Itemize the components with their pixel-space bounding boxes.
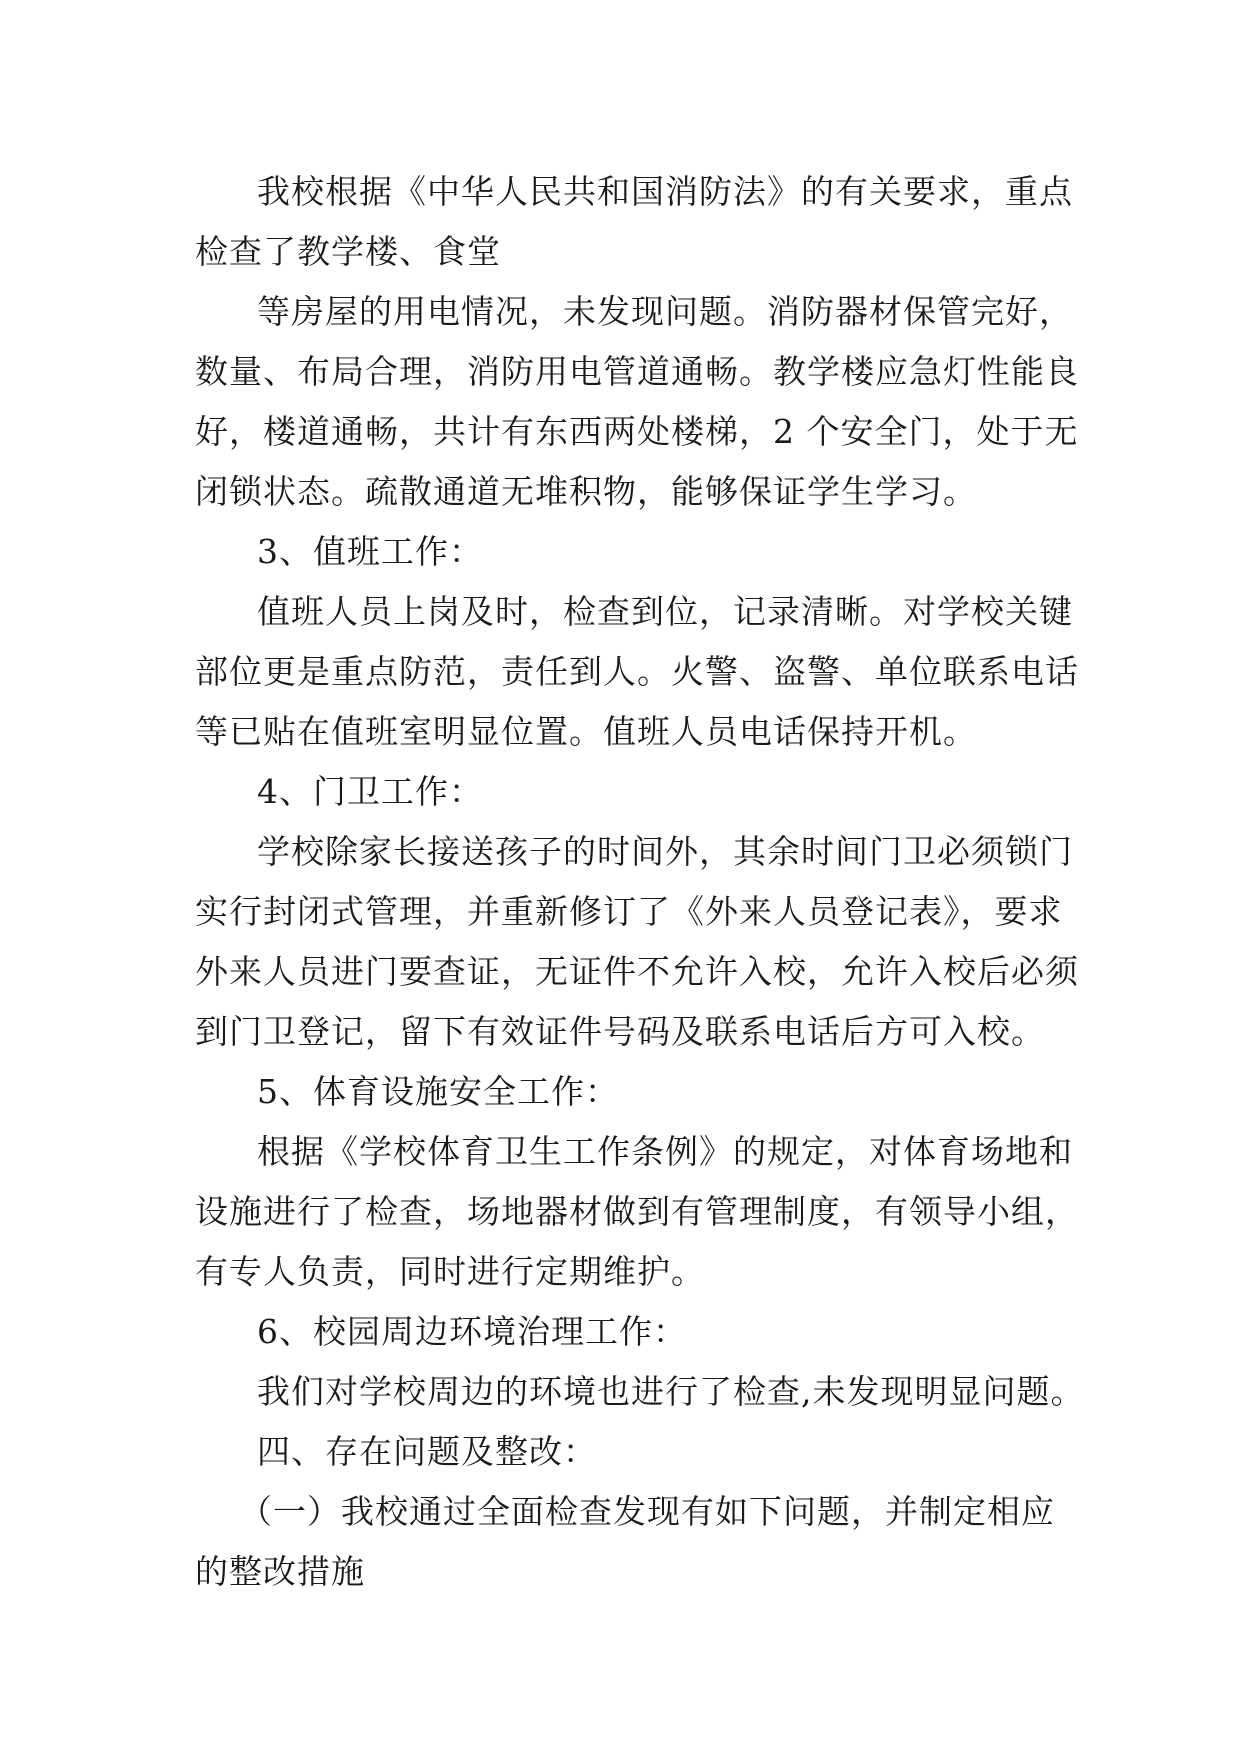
section-heading: 四、存在问题及整改： bbox=[257, 1432, 597, 1471]
paragraph-line: 我们对学校周边的环境也进行了检查,未发现明显问题。 bbox=[257, 1372, 1085, 1411]
paragraph-line: 根据《学校体育卫生工作条例》的规定，对体育场地和 bbox=[257, 1132, 1073, 1171]
paragraph-line: 我校根据《中华人民共和国消防法》的有关要求，重点 bbox=[257, 172, 1073, 211]
paragraph-line: 的整改措施 bbox=[195, 1552, 365, 1591]
section-heading: 6、校园周边环境治理工作： bbox=[257, 1312, 687, 1351]
paragraph-line: 值班人员上岗及时，检查到位，记录清晰。对学校关键 bbox=[257, 592, 1073, 631]
section-heading: 4、门卫工作： bbox=[257, 772, 483, 811]
section-heading: 3、值班工作： bbox=[257, 532, 483, 571]
paragraph-line: 到门卫登记，留下有效证件号码及联系电话后方可入校。 bbox=[195, 1012, 1045, 1051]
document-body bbox=[195, 162, 1085, 1602]
paragraph-line: （一）我校通过全面检查发现有如下问题，并制定相应 bbox=[239, 1492, 1055, 1531]
paragraph-line: 外来人员进门要查证，无证件不允许入校，允许入校后必须 bbox=[195, 952, 1079, 991]
paragraph-line: 好，楼道通畅，共计有东西两处楼梯，2 个安全门，处于无 bbox=[195, 412, 1079, 451]
section-heading: 5、体育设施安全工作： bbox=[257, 1072, 619, 1111]
paragraph-line: 数量、布局合理，消防用电管道通畅。教学楼应急灯性能良 bbox=[195, 352, 1079, 391]
paragraph-line: 闭锁状态。疏散通道无堆积物，能够保证学生学习。 bbox=[195, 472, 977, 511]
paragraph-line: 有专人负责，同时进行定期维护。 bbox=[195, 1252, 705, 1291]
paragraph-line: 设施进行了检查，场地器材做到有管理制度，有领导小组， bbox=[195, 1192, 1079, 1231]
paragraph-line: 检查了教学楼、食堂 bbox=[195, 232, 501, 271]
paragraph-line: 等房屋的用电情况，未发现问题。消防器材保管完好， bbox=[257, 292, 1073, 331]
paragraph-line: 等已贴在值班室明显位置。值班人员电话保持开机。 bbox=[195, 712, 977, 751]
paragraph-line: 部位更是重点防范，责任到人。火警、盗警、单位联系电话 bbox=[195, 652, 1079, 691]
paragraph-line: 实行封闭式管理，并重新修订了《外来人员登记表》，要求 bbox=[195, 892, 1063, 931]
paragraph-line: 学校除家长接送孩子的时间外，其余时间门卫必须锁门 bbox=[257, 832, 1073, 871]
